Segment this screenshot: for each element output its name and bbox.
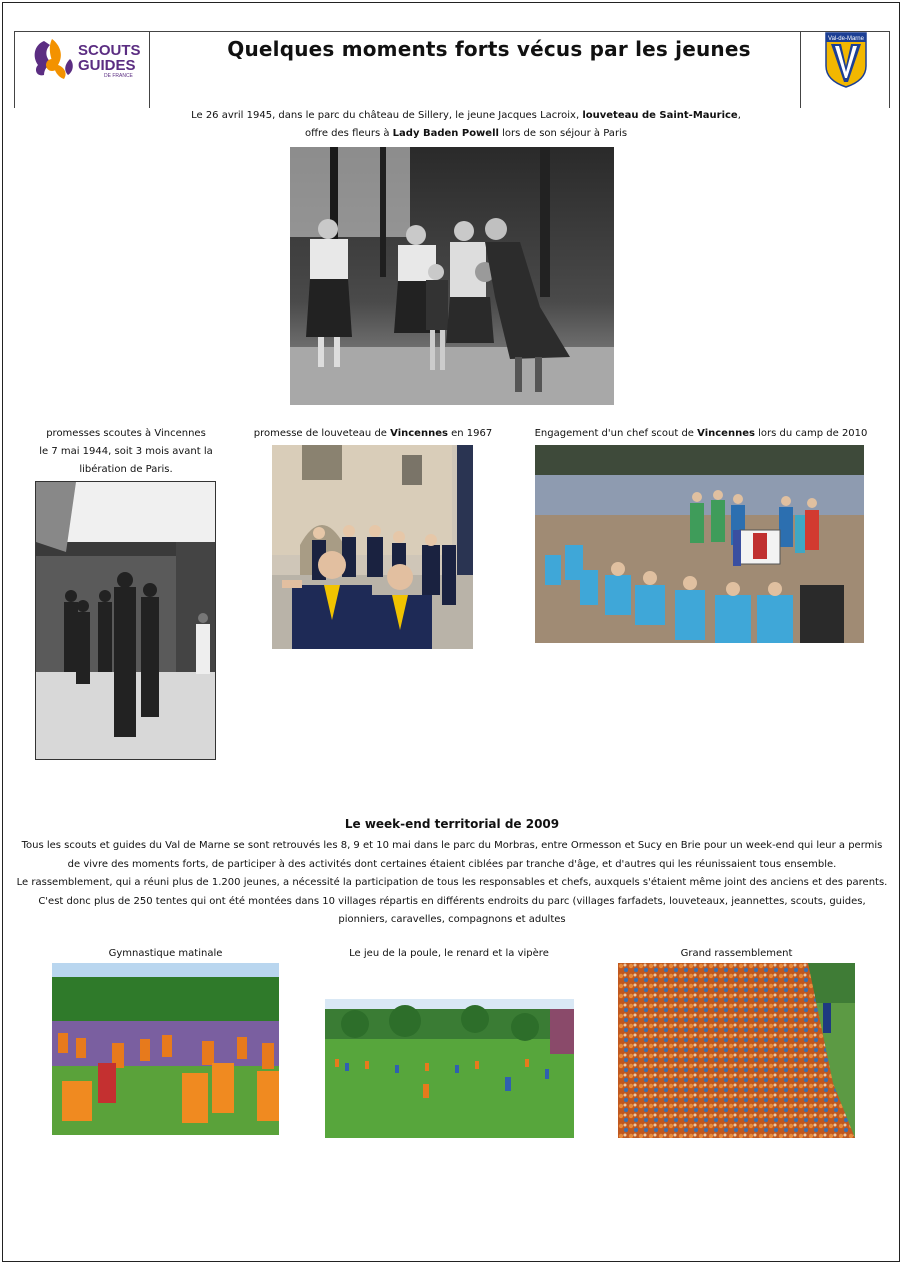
caption-2010-c: lors du camp de 2010: [754, 428, 868, 439]
caption-1967-a: promesse de louveteau de: [253, 428, 391, 439]
engagement-2010-photo: [535, 445, 864, 643]
caption-1944-line3: libération de Paris.: [79, 464, 173, 475]
caption-1944-line1: promesses scoutes à Vincennes: [46, 428, 206, 439]
weekend-paragraph-2: Le rassemblement, qui a réuni plus de 1.200 jeunes, a nécessité la participation de tous les responsables et chefs, auxquels s'étaient même joint des anciens et des parents. C'est donc plus de 250 tentes qui ont été montées dans 10 villages répartis en différents endroits du parc (villages farfadets, louveteaux, jeannettes, scouts, guides, pionniers, caravelles, compagnons et adultes: [16, 877, 888, 925]
grand-rassemblement-photo: [618, 963, 855, 1138]
top-caption-text-b: ,: [737, 110, 741, 121]
header-divider-left: [149, 31, 150, 108]
caption-1944-line2: le 7 mai 1944, soit 3 mois avant la: [39, 446, 213, 457]
svg-text:DE FRANCE: DE FRANCE: [104, 73, 133, 79]
svg-text:GUIDES: GUIDES: [78, 57, 136, 74]
gymnastique-photo: [52, 963, 279, 1135]
weekend-paragraph-1: Tous les scouts et guides du Val de Marne se sont retrouvés les 8, 9 et 10 mai dans le parc du Morbras, entre Ormesson et Sucy en Brie pour un week-end qui leur a permis de vivre des moments forts, de participer à des activités dont certaines étaient ciblées par tranche d'âge, et d'autres qui les réunissaient tous ensemble.: [21, 840, 883, 870]
vincennes-1944-caption: [28, 425, 224, 479]
louveteau-1967-photo: [272, 445, 473, 649]
caption-2010-a: Engagement d'un chef scout de: [534, 428, 698, 439]
caption-2010-b: Vincennes: [697, 428, 755, 439]
top-photo-caption: [100, 107, 832, 143]
weekend-description: [16, 837, 888, 930]
jeu-poule-caption: Le jeu de la poule, le renard et la vipère: [349, 948, 549, 959]
lady-baden-powell-photo: [290, 147, 614, 405]
val-de-marne-shield-logo: [825, 32, 867, 88]
weekend-section-title: Le week-end territorial de 2009: [344, 817, 560, 831]
vincennes-1967-caption: [240, 425, 506, 443]
jeu-poule-photo: [325, 999, 574, 1138]
svg-text:SCOUTS: SCOUTS: [78, 42, 140, 59]
header-rule: [14, 31, 890, 32]
caption-1967-c: en 1967: [447, 428, 493, 439]
page-title: Quelques moments forts vécus par les jeunes: [227, 37, 751, 61]
gymnastique-caption: Gymnastique matinale: [108, 948, 223, 959]
page-header: [14, 31, 890, 108]
scouts-guides-de-france-logo: [30, 35, 140, 83]
header-divider-left-edge: [14, 31, 15, 108]
top-caption-bold-a: louveteau de Saint-Maurice: [582, 110, 738, 121]
top-caption-bold-b: Lady Baden Powell: [392, 128, 499, 139]
vincennes-2010-caption: [520, 425, 882, 443]
top-caption-text-c: offre des fleurs à: [304, 128, 393, 139]
top-caption-text-d: lors de son séjour à Paris: [498, 128, 628, 139]
top-caption-text-a: Le 26 avril 1945, dans le parc du château de Sillery, le jeune Jacques Lacroix,: [191, 110, 583, 121]
promesses-1944-photo: [35, 481, 216, 760]
caption-1967-b: Vincennes: [390, 428, 448, 439]
header-divider-right-edge: [889, 31, 890, 108]
svg-text:Val-de-Marne: Val-de-Marne: [828, 36, 864, 42]
grand-rassemblement-caption: Grand rassemblement: [680, 948, 793, 959]
